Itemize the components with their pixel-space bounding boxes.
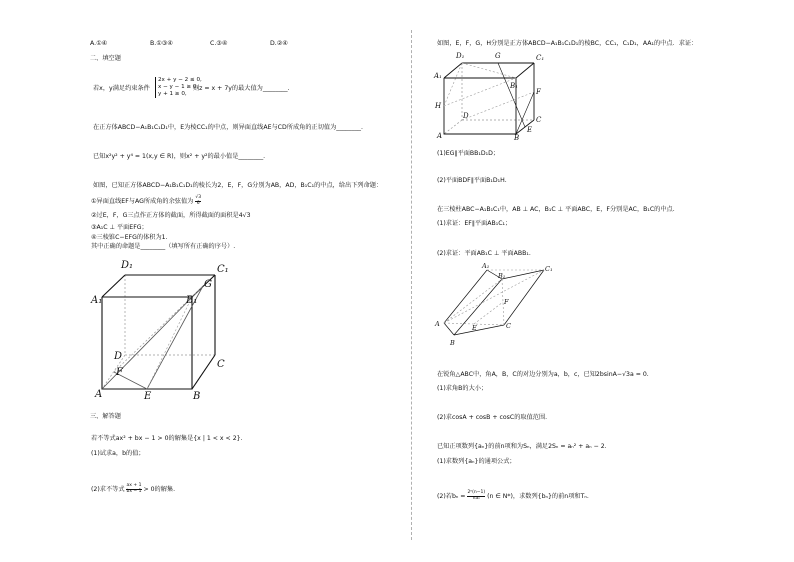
q8-part2: (2)求cosA + cosB + cosC的取值范围. — [437, 414, 548, 421]
fraction-denominator: naₙ — [472, 495, 480, 501]
fig3-label: E — [472, 324, 477, 332]
q5-part2 — [91, 484, 175, 494]
q5-part2-post: > 0的解集. — [143, 486, 176, 493]
fig3-label: A — [435, 320, 440, 328]
fig1-label: B₁ — [186, 295, 198, 306]
cube-figure-efgh — [432, 48, 552, 140]
fig2-label: D — [463, 112, 469, 120]
section-answer-title: 三、解答题 — [90, 413, 121, 420]
fig3-label: C — [506, 322, 511, 330]
q5-part2-pre: (2)求不等式 — [91, 486, 125, 493]
fig3-label: F — [504, 298, 509, 306]
q6-part2: (2)平面BDF∥平面B₁D₁H. — [437, 177, 507, 184]
q9-part2 — [437, 491, 589, 501]
q7-text: 在三棱柱ABC−A₁B₁C₁中，AB ⊥ AC，B₁C ⊥ 平面ABC，E，F分别是AC，B₁C的中点. — [437, 206, 675, 213]
q8-text: 在锐角△ABC中，角A，B，C的对边分别为a，b，c，已知2bsinA−√3a = 0. — [437, 371, 649, 378]
q4-item-3: ③A₁C ⊥ 平面EFG； — [91, 224, 148, 231]
q6-part1: (1)EG∥平面BB₁D₁D； — [437, 150, 500, 157]
fig1-label: G — [204, 279, 212, 290]
fig2-label: B — [514, 134, 520, 140]
fig2-label: H — [435, 102, 442, 110]
q1-constraint: y + 1 ≥ 0, — [158, 91, 187, 97]
q3-text: 已知x²y² + y⁴ = 1(x,y ∈ R)，则x² + y²的最小值是________. — [93, 153, 266, 160]
q5-part1: (1)试求a，b的值； — [91, 450, 145, 457]
q9-part1: (1)求数列{aₙ}的通项公式； — [437, 458, 516, 465]
fig3-label: C₁ — [545, 265, 553, 273]
fig2-label: G — [495, 52, 501, 60]
fig1-label: A — [95, 389, 103, 400]
q1-constraint: x − y − 1 ≥ 0, — [158, 84, 199, 90]
q6-text: 如图，E，F，G，H分别是正方体ABCD−A₁B₁C₁D₁的棱BC，CC₁，C₁D₁，AA₁的中点．求证： — [437, 40, 698, 47]
fraction-denominator: bx − 1 — [126, 488, 142, 494]
q4-fraction — [195, 196, 201, 206]
q9-part2-pre: (2)若bₙ = — [437, 493, 466, 500]
fig2-label: E — [527, 126, 533, 134]
choice-b: B.①③④ — [150, 40, 173, 47]
fig2-label: B₁ — [510, 82, 518, 90]
q7-part1: (1)求证：EF∥平面AB₁C₁； — [437, 220, 512, 227]
q1-constraint: 2x + y − 2 ≤ 0, — [158, 77, 202, 83]
q4-item-4: ④三棱锥C−EFG的体积为1. — [91, 234, 168, 241]
choice-d: D.②④ — [270, 40, 288, 47]
fig1-label: C₁ — [217, 264, 229, 275]
fig1-label: E — [144, 391, 152, 401]
fraction-numerator: 2ⁿ(n−1) — [467, 490, 486, 495]
q7-part2: (2)求证：平面AB₁C ⊥ 平面ABB₁. — [437, 250, 531, 257]
fraction-numerator: ax + 1 — [126, 483, 142, 488]
q4-item-1 — [91, 196, 201, 206]
q8-part1: (1)求角B的大小； — [437, 385, 488, 392]
q9-text: 已知正项数列{aₙ}的前n项和为Sₙ，满足2Sₙ = aₙ² + aₙ − 2. — [437, 443, 607, 450]
q4-item-2: ②过E，F，G三点作正方体的截面，所得截面的面积是4√3 — [91, 212, 251, 219]
fig3-label: B₁ — [498, 272, 506, 280]
fig1-label: F — [116, 367, 123, 378]
q1-suffix: 则z = x + 7y的最大值为________. — [193, 85, 290, 92]
q9-fraction — [467, 491, 485, 501]
fraction-numerator: √3 — [195, 195, 202, 200]
fig2-label: D₁ — [456, 52, 465, 60]
q4-conclusion: 其中正确的命题是________（填写所有正确的序号）. — [91, 243, 236, 250]
fig2-label: C₁ — [536, 54, 545, 62]
q9-part2-post: (n ∈ N*)，求数列{bₙ}的前n项和Tₙ. — [487, 493, 589, 500]
fig1-label: C — [217, 359, 225, 370]
fig1-label: D₁ — [121, 260, 134, 271]
column-divider — [411, 30, 412, 540]
q4-text: 如图，已知正方体ABCD−A₁B₁C₁D₁的棱长为2，E，F，G分别为AB，AD，B₁C₁的中点，给出下列命题： — [93, 182, 383, 189]
choice-c: C.③④ — [210, 40, 228, 47]
fig1-label: D — [114, 351, 123, 362]
q2-text: 在正方体ABCD−A₁B₁C₁D₁中，E为棱CC₁的中点，则异面直线AE与CD所成角的正切值为________. — [93, 124, 363, 131]
fraction-denominator: 6 — [196, 200, 200, 206]
fig1-label: A₁ — [91, 295, 103, 306]
fig2-label: A — [437, 132, 443, 140]
fig2-label: A₁ — [434, 72, 442, 80]
fig1-label: B — [193, 391, 201, 401]
choice-a: A.①④ — [90, 40, 108, 47]
cube-figure-efg — [85, 253, 245, 401]
q5-fraction — [126, 484, 141, 494]
q4-item-1-text: ①异面直线EF与AG所成角的余弦值为 — [91, 198, 194, 205]
fig3-label: A₁ — [482, 262, 490, 270]
prism-figure — [432, 260, 557, 350]
section-fill-blank-title: 二、填空题 — [90, 55, 121, 62]
q5-text: 若不等式ax² + bx − 1 > 0的解集是{x | 1 < x < 2}. — [91, 435, 243, 442]
fig2-label: F — [536, 88, 541, 96]
q1-prefix: 若x，y满足约束条件 — [93, 85, 150, 92]
fig3-label: B — [450, 339, 455, 347]
fig2-label: C — [536, 116, 542, 124]
